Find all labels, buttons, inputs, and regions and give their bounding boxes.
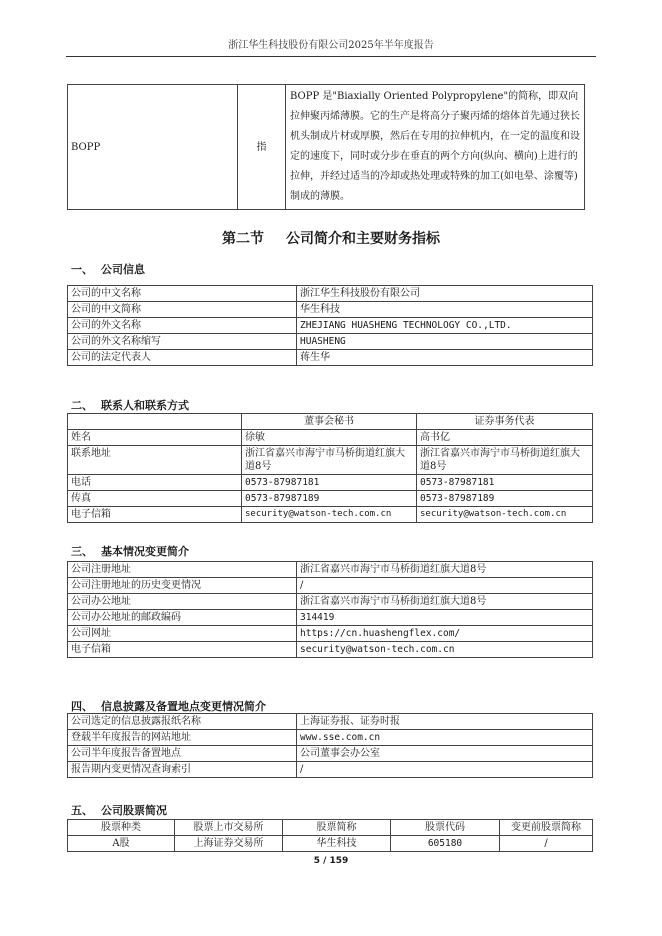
stock-previous-name: / xyxy=(500,836,593,852)
row-value: security@watson-tech.com.cn xyxy=(297,642,593,658)
heading-text: 公司信息 xyxy=(101,263,145,276)
row-value: 浙江省嘉兴市海宁市马桥街道红旗大道8号 xyxy=(297,594,593,610)
col-rep: 证券事务代表 xyxy=(417,414,593,430)
table-row xyxy=(68,507,593,523)
basic-info-table xyxy=(67,561,593,658)
row-value: 蒋生华 xyxy=(297,350,593,366)
table-row xyxy=(68,286,593,302)
table-row xyxy=(68,334,593,350)
empty-header xyxy=(68,414,242,430)
bopp-definition: BOPP 是"Biaxially Oriented Polypropylene"的简称，即双向拉伸聚丙烯薄膜。它的生产是将高分子聚丙烯的熔体首先通过狭长机头制成片材或厚膜，然后在专用的拉伸机内，在一定的温度和设定的速度下，同时或分步在垂直的两个方向(纵向、横向)上进行的拉伸，并经过适当的冷却或热处理或特殊的加工(如电晕、涂覆等)制成的薄膜。 xyxy=(286,85,585,210)
rep-value: 高书亿 xyxy=(417,430,593,446)
table-row xyxy=(68,491,593,507)
table-row xyxy=(68,430,593,446)
table-row xyxy=(68,730,593,746)
disclosure-table xyxy=(67,713,593,778)
col-code: 股票代码 xyxy=(391,820,500,836)
row-value: 浙江华生科技股份有限公司 xyxy=(297,286,593,302)
row-label: 公司的中文简称 xyxy=(68,302,297,318)
stock-type: A股 xyxy=(68,836,175,852)
row-label: 电子信箱 xyxy=(68,642,297,658)
bopp-term: BOPP xyxy=(68,85,238,210)
stock-table xyxy=(67,819,593,852)
table-row xyxy=(68,318,593,334)
row-value: 314419 xyxy=(297,610,593,626)
table-row xyxy=(68,446,593,475)
table-row xyxy=(68,578,593,594)
row-label: 公司选定的信息披露报纸名称 xyxy=(68,714,297,730)
row-value: / xyxy=(297,578,593,594)
contacts-heading xyxy=(71,397,189,413)
row-label: 公司的法定代表人 xyxy=(68,350,297,366)
row-label: 传真 xyxy=(68,491,242,507)
secretary-value: 0573-87987189 xyxy=(242,491,417,507)
table-row xyxy=(68,302,593,318)
company-info-table xyxy=(67,285,593,366)
col-exchange: 股票上市交易所 xyxy=(175,820,283,836)
row-label: 报告期内变更情况查询索引 xyxy=(68,762,297,778)
table-row xyxy=(68,746,593,762)
row-label: 联系地址 xyxy=(68,446,242,475)
disclosure-heading xyxy=(71,698,266,714)
table-row xyxy=(68,475,593,491)
row-label: 公司半年度报告备置地点 xyxy=(68,746,297,762)
row-label: 电子信箱 xyxy=(68,507,242,523)
page-number: 5 / 159 xyxy=(313,856,349,866)
stock-short-name: 华生科技 xyxy=(283,836,391,852)
col-secretary: 董事会秘书 xyxy=(242,414,417,430)
row-value: 华生科技 xyxy=(297,302,593,318)
row-value: https://cn.huashengflex.com/ xyxy=(297,626,593,642)
table-row xyxy=(68,642,593,658)
row-value: ZHEJIANG HUASHENG TECHNOLOGY CO.,LTD. xyxy=(297,318,593,334)
row-value: 上海证券报、证券时报 xyxy=(297,714,593,730)
contacts-table xyxy=(67,413,593,523)
secretary-value: 浙江省嘉兴市海宁市马桥街道红旗大道8号 xyxy=(242,446,417,475)
section-number: 第二节 xyxy=(222,231,264,247)
table-row xyxy=(68,714,593,730)
bopp-definition-table xyxy=(67,84,585,210)
row-label: 公司的外文名称 xyxy=(68,318,297,334)
heading-text: 基本情况变更简介 xyxy=(101,545,189,558)
table-row xyxy=(68,594,593,610)
row-label: 公司注册地址 xyxy=(68,562,297,578)
table-row xyxy=(68,836,593,852)
rep-value: 0573-87987181 xyxy=(417,475,593,491)
heading-number: 四、 xyxy=(71,700,93,713)
company-info-heading xyxy=(71,261,145,277)
basic-info-heading xyxy=(71,543,189,559)
heading-number: 二、 xyxy=(71,399,93,412)
heading-text: 信息披露及备置地点变更情况简介 xyxy=(101,700,266,713)
stock-code: 605180 xyxy=(391,836,500,852)
secretary-value: security@watson-tech.com.cn xyxy=(242,507,417,523)
secretary-value: 徐敏 xyxy=(242,430,417,446)
table-row xyxy=(68,610,593,626)
row-value: 浙江省嘉兴市海宁市马桥街道红旗大道8号 xyxy=(297,562,593,578)
col-short-name: 股票简称 xyxy=(283,820,391,836)
row-label: 公司注册地址的历史变更情况 xyxy=(68,578,297,594)
section-name: 公司简介和主要财务指标 xyxy=(286,231,440,247)
col-stock-type: 股票种类 xyxy=(68,820,175,836)
heading-text: 公司股票简况 xyxy=(101,804,167,817)
row-value: HUASHENG xyxy=(297,334,593,350)
heading-text: 联系人和联系方式 xyxy=(101,399,189,412)
table-row xyxy=(68,626,593,642)
row-label: 公司网址 xyxy=(68,626,297,642)
row-label: 登载半年度报告的网站地址 xyxy=(68,730,297,746)
table-header-row xyxy=(68,414,593,430)
row-label: 电话 xyxy=(68,475,242,491)
heading-number: 五、 xyxy=(71,804,93,817)
table-row xyxy=(68,762,593,778)
row-label: 公司的中文名称 xyxy=(68,286,297,302)
row-label: 姓名 xyxy=(68,430,242,446)
heading-number: 一、 xyxy=(71,263,93,276)
stock-exchange: 上海证券交易所 xyxy=(175,836,283,852)
row-label: 公司办公地址 xyxy=(68,594,297,610)
table-row xyxy=(68,350,593,366)
table-row xyxy=(68,562,593,578)
rep-value: 0573-87987189 xyxy=(417,491,593,507)
stock-heading xyxy=(71,802,167,818)
section-title xyxy=(0,228,662,248)
row-value: www.sse.com.cn xyxy=(297,730,593,746)
col-previous-name: 变更前股票简称 xyxy=(500,820,593,836)
row-value: / xyxy=(297,762,593,778)
heading-number: 三、 xyxy=(71,545,93,558)
secretary-value: 0573-87987181 xyxy=(242,475,417,491)
rep-value: 浙江省嘉兴市海宁市马桥街道红旗大道8号 xyxy=(417,446,593,475)
rep-value: security@watson-tech.com.cn xyxy=(417,507,593,523)
bopp-relation: 指 xyxy=(238,85,286,210)
row-label: 公司的外文名称缩写 xyxy=(68,334,297,350)
table-header-row xyxy=(68,820,593,836)
page-header: 浙江华生科技股份有限公司2025年半年度报告 xyxy=(66,36,596,57)
row-value: 公司董事会办公室 xyxy=(297,746,593,762)
row-label: 公司办公地址的邮政编码 xyxy=(68,610,297,626)
